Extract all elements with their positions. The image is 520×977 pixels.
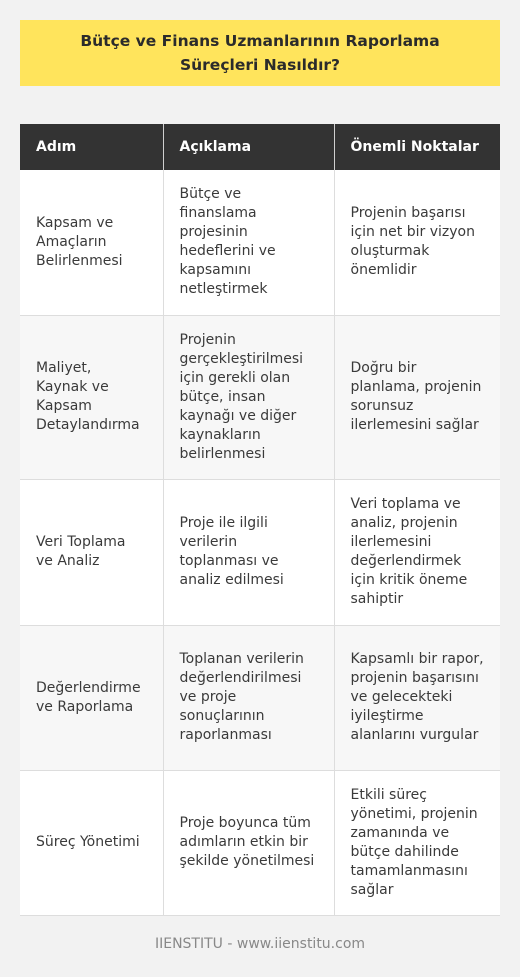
cell-step: Kapsam ve Amaçların Belirlenmesi (20, 170, 163, 315)
table-row (20, 770, 500, 915)
table-header-row (20, 124, 500, 170)
header-aciklama: Açıklama (163, 124, 334, 170)
cell-description: Bütçe ve finanslama projesinin hedeflerini ve kapsamını netleştirmek (163, 170, 334, 315)
cell-notes: Projenin başarısı için net bir vizyon oluşturmak önemlidir (334, 170, 500, 315)
cell-description: Projenin gerçekleştirilmesi için gerekli olan bütçe, insan kaynağı ve diğer kaynakların belirlenmesi (163, 315, 334, 479)
cell-notes: Kapsamlı bir rapor, projenin başarısını ve gelecekteki iyileştirme alanlarını vurgular (334, 625, 500, 770)
cell-step: Süreç Yönetimi (20, 770, 163, 915)
cell-step: Değerlendirme ve Raporlama (20, 625, 163, 770)
cell-notes: Doğru bir planlama, projenin sorunsuz ilerlemesini sağlar (334, 315, 500, 479)
title-banner (20, 20, 500, 86)
table-row (20, 315, 500, 479)
footer-credit: IIENSTITU - www.iienstitu.com (154, 936, 366, 952)
table-row (20, 170, 500, 315)
cell-notes: Veri toplama ve analiz, projenin ilerlemesini değerlendirmek için kritik öneme sahiptir (334, 479, 500, 625)
page-title: Bütçe ve Finans Uzmanlarının Raporlama Süreçleri Nasıldır? (80, 32, 440, 74)
header-onemli-noktalar: Önemli Noktalar (334, 124, 500, 170)
cell-step: Maliyet, Kaynak ve Kapsam Detaylandırma (20, 315, 163, 479)
header-adim: Adım (20, 124, 163, 170)
cell-description: Proje ile ilgili verilerin toplanması ve analiz edilmesi (163, 479, 334, 625)
table-row (20, 625, 500, 770)
cell-notes: Etkili süreç yönetimi, projenin zamanında ve bütçe dahilinde tamamlanmasını sağlar (334, 770, 500, 915)
cell-description: Toplanan verilerin değerlendirilmesi ve proje sonuçlarının raporlanması (163, 625, 334, 770)
steps-table (20, 124, 500, 916)
cell-step: Veri Toplama ve Analiz (20, 479, 163, 625)
table-row (20, 479, 500, 625)
cell-description: Proje boyunca tüm adımların etkin bir şekilde yönetilmesi (163, 770, 334, 915)
